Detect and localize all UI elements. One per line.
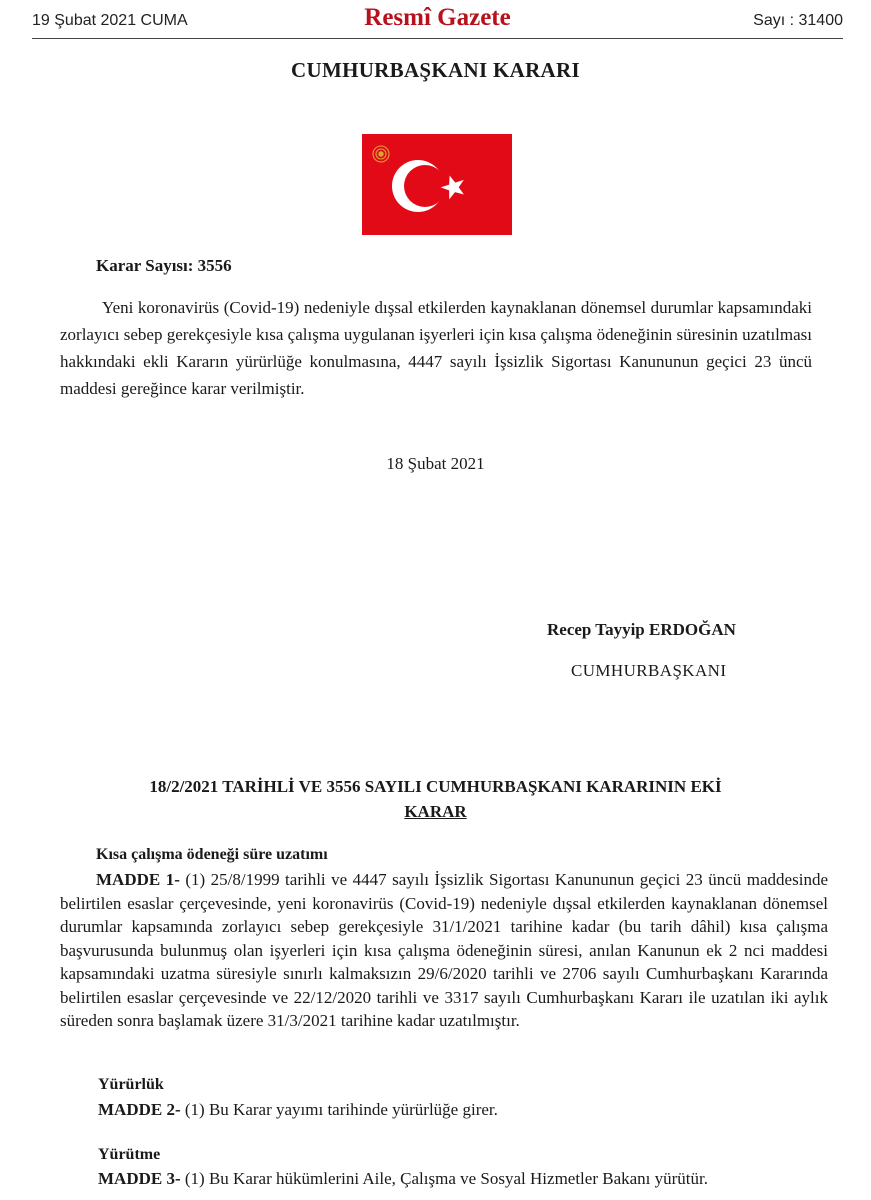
article-heading: Yürütme: [98, 1146, 161, 1163]
annex-title: [60, 774, 811, 824]
signer-title: CUMHURBAŞKANI: [571, 661, 727, 680]
article-1: [60, 868, 828, 1033]
decision-number: Karar Sayısı: 3556: [96, 256, 232, 275]
article-text: (1) Bu Karar yayımı tarihinde yürürlüğe girer.: [180, 1100, 498, 1119]
annex-title-line: 18/2/2021 TARİHLİ VE 3556 SAYILI CUMHURBAŞKANI KARARININ EKİ: [149, 777, 722, 796]
article-label: MADDE 1-: [96, 870, 180, 889]
article-3: [98, 1167, 838, 1191]
gazette-title: Resmî Gazete: [364, 4, 511, 31]
issue-number: Sayı : 31400: [753, 12, 843, 29]
article-heading: Yürürlük: [98, 1076, 164, 1093]
article-label: MADDE 2-: [98, 1100, 181, 1119]
signer-name: Recep Tayyip ERDOĞAN: [547, 620, 736, 639]
article-label: MADDE 3-: [98, 1169, 181, 1188]
article-text: (1) Bu Karar hükümlerini Aile, Çalışma ve Sosyal Hizmetler Bakanı yürütür.: [180, 1169, 708, 1188]
article-2: [98, 1098, 838, 1122]
annex-subtitle: KARAR: [404, 802, 467, 821]
decision-intro: Yeni koronavirüs (Covid-19) nedeniyle dışsal etkilerden kaynaklanan dönemsel durumlar kapsamındaki zorlayıcı sebep gerekçesiyle kısa çalışma uygulanan işyerleri için kısa çalışma ödeneğinin süresinin uzatılması hakkındaki ekli Kararın yürürlüğe konulmasına, 4447 sayılı İşsizlik Sigortası Kanununun geçici 23 üncü maddesi gereğince karar verilmiştir.: [60, 298, 812, 398]
article-text: (1) 25/8/1999 tarihli ve 4447 sayılı İşsizlik Sigortası Kanununun geçici 23 üncü maddesinde belirtilen esaslar çerçevesinde, yeni koronavirüs (Covid-19) nedeniyle dışsal etkilerden kaynaklanan dönemsel durumlar kapsamında zorlayıcı sebep gerekçesiyle 31/1/2021 tarihine kadar (bu tarih dâhil) kısa çalışma başvurusunda bulunmuş olan işyerleri için kısa çalışma ödeneğinin süresi, anılan Kanunun ek 2 nci maddesi kapsamındaki uzatma süresiyle sınırlı kalmaksızın 29/6/2020 tarihli ve 2706 sayılı Cumhurbaşkanı Kararında belirtilen esaslar çerçevesinde ve 22/12/2020 tarihli ve 3317 sayılı Cumhurbaşkanı Kararı ile uzatılan iki aylık süreden sonra başlamak üzere 31/3/2021 tarihine kadar uzatılmıştır.: [60, 870, 828, 1030]
gazette-header: [32, 4, 843, 39]
signature-date: 18 Şubat 2021: [386, 454, 485, 473]
article-heading: Kısa çalışma ödeneği süre uzatımı: [96, 846, 328, 863]
turkish-flag-icon: [362, 134, 512, 235]
issue-date: 19 Şubat 2021 CUMA: [32, 12, 188, 29]
document-title: CUMHURBAŞKANI KARARI: [291, 58, 580, 82]
